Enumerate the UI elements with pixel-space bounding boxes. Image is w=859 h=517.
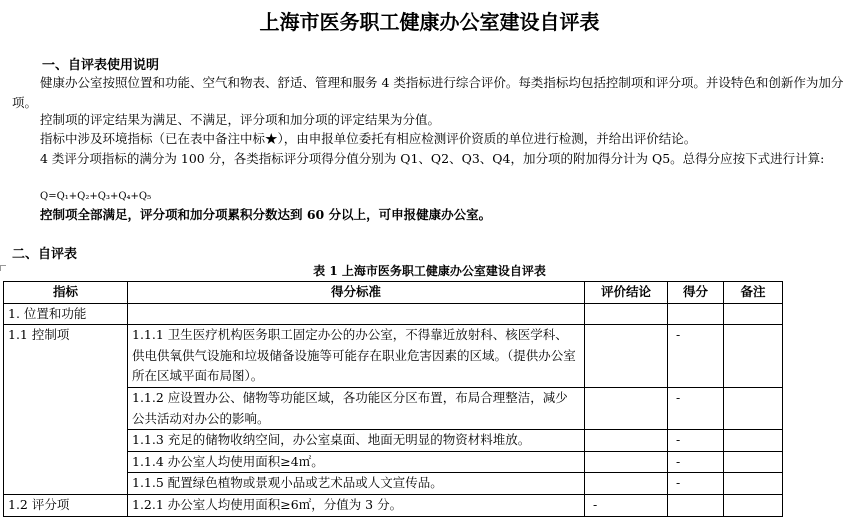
paragraph-environment: 指标中涉及环境指标（已在表中备注中标★），由申报单位委托有相应检测评价资质的单位进行检测，并给出评价结论。 (40, 131, 697, 146)
table-caption: 表 1 上海市医务职工健康办公室建设自评表 (313, 264, 546, 278)
formula: Q=Q₁+Q₂+Q₃+Q₄+Q₅ (40, 191, 152, 202)
header-score: 得分 (668, 282, 724, 304)
conclusion-cell (585, 303, 668, 325)
paragraph-requirement: 控制项全部满足，评分项和加分项累积分数达到 60 分以上，可申报健康办公室。 (40, 207, 492, 222)
section-heading-usage: 一、自评表使用说明 (42, 58, 160, 73)
table-row (4, 325, 783, 388)
score-cell: - (668, 451, 724, 473)
remarks-cell (724, 494, 783, 516)
criteria-cell: 1.1.5 配置绿色植物或景观小品或艺术品或人文宣传品。 (128, 473, 585, 495)
self-evaluation-table (3, 281, 783, 517)
remarks-cell (724, 451, 783, 473)
table-row (4, 494, 783, 516)
header-conclusion: 评价结论 (585, 282, 668, 304)
remarks-cell (724, 303, 783, 325)
score-cell: - (668, 387, 724, 429)
remarks-cell (724, 325, 783, 388)
conclusion-cell (585, 325, 668, 388)
indicator-cell: 1.1 控制项 (4, 325, 128, 495)
header-remarks: 备注 (724, 282, 783, 304)
conclusion-cell (585, 473, 668, 495)
score-cell: - (668, 325, 724, 388)
criteria-cell: 1.1.2 应设置办公、储物等功能区域，各功能区分区布置，布局合理整洁，减少公共活动对办公的影响。 (128, 387, 585, 429)
header-criteria: 得分标准 (128, 282, 585, 304)
score-cell (668, 494, 724, 516)
paragraph-evaluation: 控制项的评定结果为满足、不满足，评分项和加分项的评定结果为分值。 (40, 112, 441, 127)
score-cell: - (668, 430, 724, 452)
page-title: 上海市医务职工健康办公室建设自评表 (259, 10, 600, 34)
remarks-cell (724, 473, 783, 495)
score-cell: - (668, 473, 724, 495)
score-cell (668, 303, 724, 325)
paragraph-scoring: 4 类评分项指标的满分为 100 分，各类指标评分项得分值分别为 Q1、Q2、Q3、Q4，加分项的附加得分计为 Q5。总得分应按下式进行计算: (40, 151, 825, 166)
criteria-cell: 1.1.1 卫生医疗机构医务职工固定办公的办公室，不得靠近放射科、核医学科、供电供氧供气设施和垃圾储备设施等可能存在职业危害因素的区域。（提供办公室所在区域平面布局图）。 (128, 325, 585, 388)
criteria-cell: 1.1.4 办公室人均使用面积≥4㎡。 (128, 451, 585, 473)
conclusion-cell: - (585, 494, 668, 516)
criteria-cell: 1.2.1 办公室人均使用面积≥6㎡，分值为 3 分。 (128, 494, 585, 516)
conclusion-cell (585, 451, 668, 473)
indicator-cell: 1.2 评分项 (4, 494, 128, 516)
indicator-cell: 1. 位置和功能 (4, 303, 128, 325)
table-row (4, 303, 783, 325)
remarks-cell (724, 387, 783, 429)
conclusion-cell (585, 430, 668, 452)
paragraph-intro: 健康办公室按照位置和功能、空气和物表、舒适、管理和服务 4 类指标进行综合评价。每类指标均包括控制项和评分项。并设特色和创新作为加分项。 (12, 75, 844, 110)
criteria-cell (128, 303, 585, 325)
remarks-cell (724, 430, 783, 452)
header-indicator: 指标 (4, 282, 128, 304)
section-heading-table: 二、自评表 (12, 247, 78, 262)
table-header-row (4, 282, 783, 304)
conclusion-cell (585, 387, 668, 429)
criteria-cell: 1.1.3 充足的储物收纳空间，办公室桌面、地面无明显的物资材料堆放。 (128, 430, 585, 452)
